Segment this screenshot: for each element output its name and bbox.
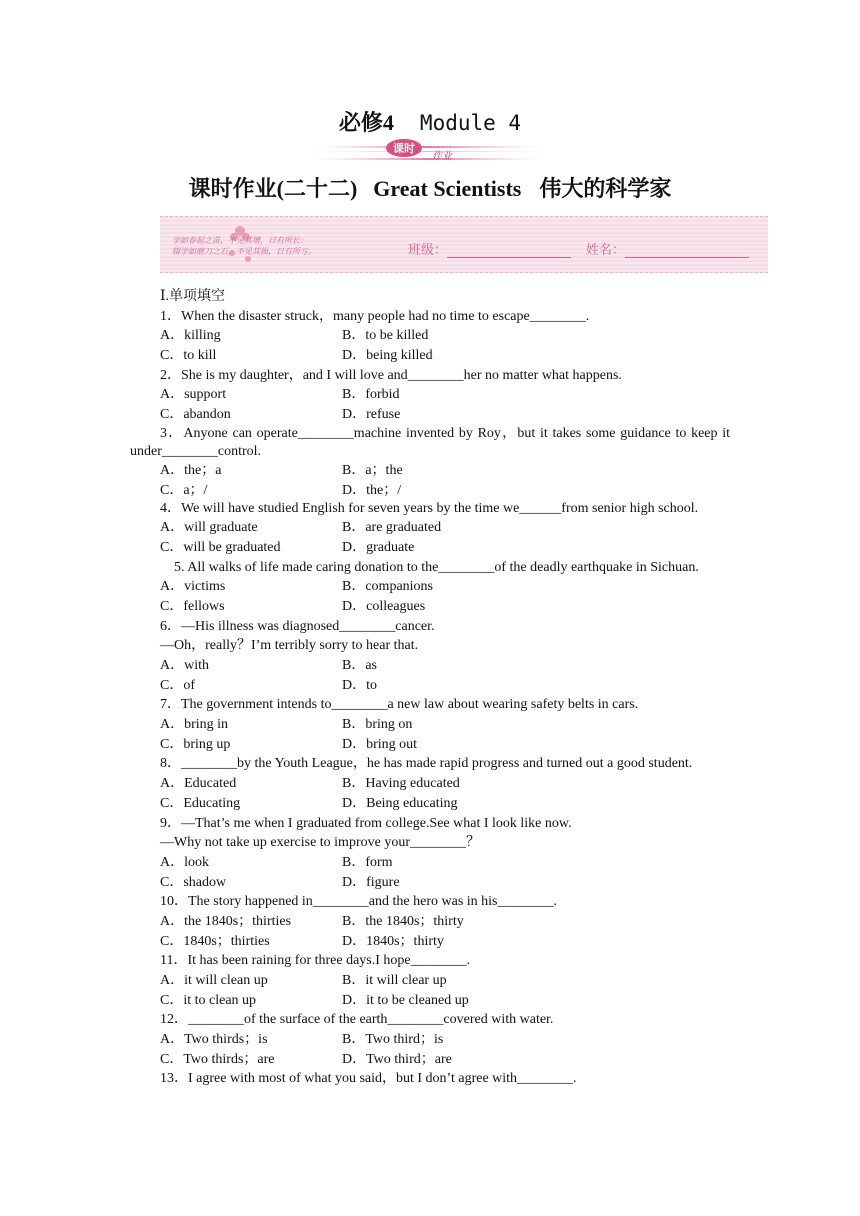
option-a[interactable]: A．will graduate bbox=[160, 520, 258, 536]
option-a[interactable]: A．the 1840s；thirties bbox=[160, 913, 292, 929]
option-a[interactable]: A．support bbox=[160, 387, 227, 403]
option-b[interactable]: B．are graduated bbox=[342, 520, 442, 536]
option-a[interactable]: A．victims bbox=[160, 579, 226, 595]
option-b[interactable]: B．it will clear up bbox=[342, 973, 447, 988]
question-stem: 12．________of the surface of the earth________covered with water. bbox=[160, 1012, 554, 1028]
question-list bbox=[130, 287, 730, 1089]
option-d[interactable]: D．being killed bbox=[342, 348, 433, 364]
option-a[interactable]: A．bring in bbox=[160, 717, 229, 733]
question-stem bbox=[130, 500, 730, 518]
option-b[interactable]: B．Having educated bbox=[342, 776, 460, 792]
option-d[interactable]: D．Two third；are bbox=[342, 1051, 452, 1067]
option-b[interactable]: B．the 1840s；thirty bbox=[342, 913, 464, 929]
motto-line-1: 学如春起之苗，不见其增，日有所长； bbox=[172, 236, 308, 245]
motto-text bbox=[172, 235, 316, 257]
question-stem-text: 4．We will have studied English for seven years by the time we______from senior high school. bbox=[160, 501, 699, 517]
option-a[interactable]: A．the；a bbox=[160, 462, 222, 478]
banner-label-1: 课时 bbox=[393, 142, 415, 155]
question-stem: 5. All walks of life made caring donation to the________of the deadly earthquake in Sichuan. bbox=[174, 559, 699, 575]
banner-label-2: 作业 bbox=[432, 151, 452, 162]
subtitle-cn-1: 课时作业(二十二) bbox=[188, 176, 358, 201]
title-module: Module 4 bbox=[419, 111, 522, 135]
question-stem: 11．It has been raining for three days.I hope________. bbox=[160, 953, 471, 969]
question-stem: 2．She is my daughter，and I will love and________her no matter what happens. bbox=[160, 367, 622, 383]
option-d[interactable]: D．figure bbox=[342, 874, 400, 890]
option-c[interactable]: C．shadow bbox=[160, 874, 227, 890]
option-b[interactable]: B．a；the bbox=[342, 462, 403, 478]
question-stem: 6．—His illness was diagnosed________cancer. bbox=[160, 618, 435, 634]
option-d[interactable]: D．to bbox=[342, 677, 377, 693]
option-d[interactable]: D．1840s；thirty bbox=[342, 933, 444, 949]
option-a[interactable]: A．Two thirds；is bbox=[160, 1032, 268, 1048]
motto-line-2: 辍学如磨刀之石，不见其损，日有所亏。 bbox=[172, 247, 316, 256]
question-stem-text: 3．Anyone can operate________machine invented by Roy，but it takes some guidance to keep it under________control. bbox=[130, 425, 730, 459]
option-c[interactable]: C．abandon bbox=[160, 407, 231, 423]
class-label: 班级： bbox=[408, 243, 448, 258]
option-b[interactable]: B．Two third；is bbox=[342, 1032, 444, 1048]
option-a[interactable]: A．killing bbox=[160, 328, 221, 344]
option-a[interactable]: A．Educated bbox=[160, 776, 237, 792]
option-d[interactable]: D．colleagues bbox=[342, 598, 426, 614]
option-b[interactable]: B．forbid bbox=[342, 387, 400, 403]
title-cn: 必修4 bbox=[338, 110, 394, 135]
option-b[interactable]: B．as bbox=[342, 658, 377, 673]
homework-banner bbox=[312, 138, 544, 168]
option-b[interactable]: B．bring on bbox=[342, 717, 413, 733]
option-b[interactable]: B．form bbox=[342, 854, 393, 870]
option-c[interactable]: C．Educating bbox=[160, 795, 241, 811]
option-a[interactable]: A．look bbox=[160, 854, 209, 870]
student-info-box bbox=[160, 216, 768, 273]
class-field[interactable] bbox=[408, 239, 571, 258]
option-d[interactable]: D．Being educating bbox=[342, 795, 458, 811]
option-c[interactable]: C．it to clean up bbox=[160, 992, 257, 1008]
question-stem-reply: —Why not take up exercise to improve your________？ bbox=[160, 835, 480, 851]
question-stem bbox=[130, 425, 730, 461]
option-c[interactable]: C．Two thirds；are bbox=[160, 1051, 275, 1067]
page-title bbox=[0, 106, 860, 137]
name-input-line[interactable] bbox=[625, 243, 749, 258]
option-c[interactable]: C．bring up bbox=[160, 736, 231, 752]
option-c[interactable]: C．to kill bbox=[160, 348, 217, 364]
option-c[interactable]: C．1840s；thirties bbox=[160, 933, 270, 949]
subtitle-cn-2: 伟大的科学家 bbox=[539, 176, 672, 201]
option-a[interactable]: A．with bbox=[160, 658, 209, 673]
section-title: Ⅰ.单项填空 bbox=[160, 289, 226, 304]
option-c[interactable]: C．will be graduated bbox=[160, 539, 281, 555]
name-field[interactable] bbox=[586, 239, 749, 258]
lesson-subtitle bbox=[0, 172, 860, 203]
option-c[interactable]: C．a；/ bbox=[160, 482, 208, 498]
subtitle-en: Great Scientists bbox=[373, 176, 522, 201]
option-d[interactable]: D．it to be cleaned up bbox=[342, 992, 469, 1008]
question-stem-reply: —Oh，really？I’m terribly sorry to hear that. bbox=[160, 638, 419, 654]
option-d[interactable]: D．refuse bbox=[342, 407, 401, 423]
option-c[interactable]: C．of bbox=[160, 677, 195, 693]
option-b[interactable]: B．to be killed bbox=[342, 328, 429, 344]
question-stem: 13．I agree with most of what you said，but I don’t agree with________. bbox=[160, 1071, 577, 1087]
question-stem: 9．—That’s me when I graduated from college.See what I look like now. bbox=[160, 815, 572, 831]
class-input-line[interactable] bbox=[447, 243, 571, 258]
option-a[interactable]: A．it will clean up bbox=[160, 973, 268, 988]
option-b[interactable]: B．companions bbox=[342, 579, 433, 595]
option-d[interactable]: D．bring out bbox=[342, 736, 418, 752]
option-d[interactable]: D．the；/ bbox=[342, 482, 402, 498]
question-stem: 7．The government intends to________a new law about wearing safety belts in cars. bbox=[160, 697, 639, 713]
name-label: 姓名： bbox=[586, 243, 626, 258]
option-c[interactable]: C．fellows bbox=[160, 598, 225, 614]
question-stem: 1．When the disaster struck，many people had no time to escape________. bbox=[160, 308, 590, 324]
option-d[interactable]: D．graduate bbox=[342, 539, 415, 555]
question-stem: 8．________by the Youth League，he has made rapid progress and turned out a good student. bbox=[160, 756, 693, 772]
question-stem: 10．The story happened in________and the hero was in his________. bbox=[160, 894, 557, 910]
